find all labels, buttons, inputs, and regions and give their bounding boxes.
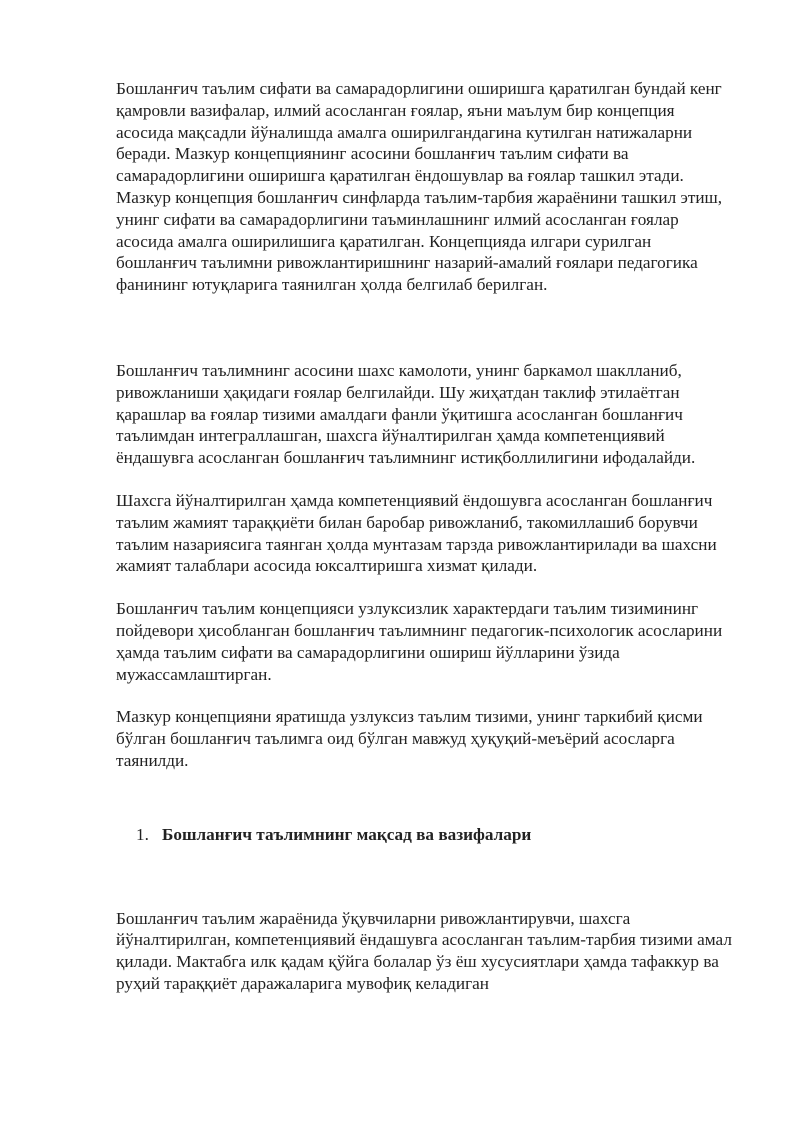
paragraph-3: Шахсга йўналтирилган ҳамда компетенциявий ёндошувга асосланган бошланғич таълим жамият тараққиёти билан баробар ривожланиб, такомиллашиб борувчи таълим назариясига таянган ҳолда мунтазам тарзда ривожлантирилади ва шахсни жамият талаблари асосида юксалтиришга хизмат қилади.	[116, 490, 717, 576]
paragraph-4: Бошланғич таълим концепцияси узлуксизлик характердаги таълим тизимининг пойдевори ҳисобланган бошланғич таълимнинг педагогик-психологик асосларини ҳамда таълим сифати ва самарадорлигини ошириш йўлларини ўзида мужассамлаштирган.	[116, 599, 723, 684]
section-heading	[116, 824, 736, 846]
paragraph-5: Мазкур концепцияни яратишда узлуксиз таълим тизими, унинг таркибий қисми бўлган бошланғич таълимга оид бўлган мавжуд ҳуқуқий-меъёрий асосларга таянилди.	[116, 707, 703, 770]
paragraph-1: Бошланғич таълим сифати ва самарадорлигини оширишга қаратилган бундай кенг қамровли вазифалар, илмий асосланган ғоялар, яъни маълум бир концепция асосида мақсадли йўналишда амалга оширилгандагина кутилган натижаларни беради. Мазкур концепциянинг асосини бошланғич таълим сифати ва самарадорлигини оширишга қаратилган ёндошувлар ва ғоялар ташкил этади. Мазкур концепция бошланғич синфларда таълим-тарбия жараёнини ташкил этиш, унинг сифати ва самарадорлигини таъминлашнинг илмий асосланган ғоялар асосида амалга оширилишига қаратилган. Концепцияда илгари сурилган бошланғич таълимни ривожлантиришнинг назарий-амалий ғоялари педагогика фанининг ютуқларига таянилган ҳолда белгилаб берилган.	[116, 79, 723, 295]
paragraph-6: Бошланғич таълим жараёнида ўқувчиларни ривожлантирувчи, шахсга йўналтирилган, компетенциявий ёндашувга асосланган таълим-тарбия тизими амал қилади. Мактабга илк қадам қўйга болалар ўз ёш хусусиятлари ҳамда тафаккур ва руҳий тараққиёт даражаларига мувофиқ келадиган	[116, 908, 732, 993]
document-page	[116, 78, 736, 995]
paragraph-2: Бошланғич таълимнинг асосини шахс камолоти, унинг баркамол шаклланиб, ривожланиши ҳақидаги ғоялар белгилайди. Шу жиҳатдан таклиф этилаётган қарашлар ва ғоялар тизими амалдаги фанли ўқитишга асосланган бошланғич таълимдан интеграллашган, шахсга йўналтирилган ҳамда компетенциявий ёндашувга асосланган бошланғич таълимнинг истиқболлилигини ифодалайди.	[116, 360, 696, 468]
section-title: Бошланғич таълимнинг мақсад ва вазифалари	[162, 824, 532, 844]
section-number: 1.	[136, 824, 149, 844]
